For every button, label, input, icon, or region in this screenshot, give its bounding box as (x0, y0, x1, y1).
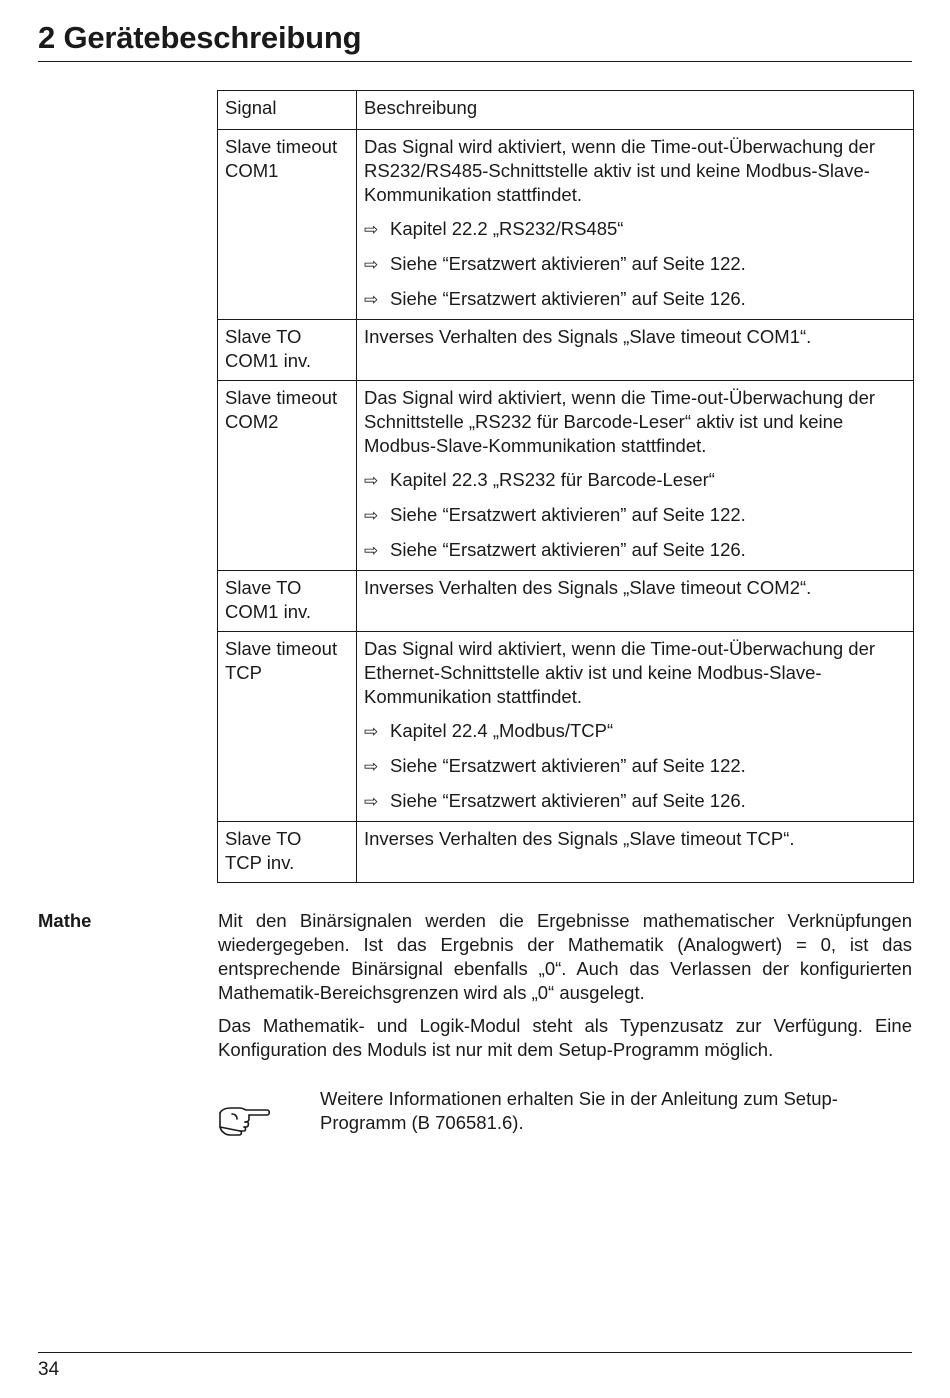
description-text: Das Signal wird aktiviert, wenn die Time-out-Überwachung der RS232/RS485-Schnittstelle aktiv ist und keine Modbus-Slave-Kommunikation stattfindet. (364, 136, 876, 205)
signal-cell (218, 381, 357, 571)
signal-cell (218, 822, 357, 883)
signal-cell (218, 320, 357, 381)
section-label-mathe: Mathe (38, 910, 92, 931)
arrow-right-icon: ⇨ (364, 506, 379, 525)
cross-reference-text: Siehe “Ersatzwert aktivieren” auf Seite 126. (390, 539, 746, 560)
cross-reference-text: Kapitel 22.4 „Modbus/TCP“ (390, 720, 614, 741)
signal-name-line: COM1 inv. (225, 350, 312, 371)
description-text: Inverses Verhalten des Signals „Slave timeout COM1“. (364, 326, 812, 347)
description-text: Das Signal wird aktiviert, wenn die Time-out-Überwachung der Schnittstelle „RS232 für Barcode-Leser“ aktiv ist und keine Modbus-Slave-Kommunikation stattfindet. (364, 387, 876, 456)
signal-name-line: COM1 (225, 160, 279, 181)
description-text: Das Signal wird aktiviert, wenn die Time-out-Überwachung der Ethernet-Schnittstelle aktiv ist und keine Modbus-Slave-Kommunikation stattfindet. (364, 638, 876, 707)
signal-cell (218, 632, 357, 822)
column-header-signal: Signal (218, 91, 357, 130)
note-text: Weitere Informationen erhalten Sie in der Anleitung zum Setup-Programm (B 706581.6). (320, 1088, 838, 1133)
table-row (218, 571, 914, 632)
table-row (218, 381, 914, 571)
signal-name-line: Slave timeout (225, 387, 338, 408)
signal-name-line: Slave TO (225, 828, 302, 849)
table-row (218, 632, 914, 822)
column-header-description: Beschreibung (357, 91, 914, 130)
table-row (218, 822, 914, 883)
signal-name-line: Slave TO (225, 577, 302, 598)
cross-reference[interactable] (364, 252, 906, 277)
description-cell (357, 130, 914, 320)
signal-name-line: COM1 inv. (225, 601, 312, 622)
signal-cell (218, 130, 357, 320)
signal-name-line: TCP inv. (225, 852, 295, 873)
page-header-title: 2 Gerätebeschreibung (38, 20, 362, 55)
signal-name-line: COM2 (225, 411, 279, 432)
arrow-right-icon: ⇨ (364, 792, 379, 811)
cross-reference-text: Siehe “Ersatzwert aktivieren” auf Seite 126. (390, 790, 746, 811)
signal-name-line: Slave timeout (225, 136, 338, 157)
table-row (218, 320, 914, 381)
table-header-row (218, 91, 914, 130)
cross-reference-text: Siehe “Ersatzwert aktivieren” auf Seite 122. (390, 504, 746, 525)
arrow-right-icon: ⇨ (364, 255, 379, 274)
description-cell (357, 381, 914, 571)
description-cell (357, 822, 914, 883)
cross-reference[interactable] (364, 754, 906, 779)
arrow-right-icon: ⇨ (364, 722, 379, 741)
header-divider (38, 61, 912, 62)
arrow-right-icon: ⇨ (364, 220, 379, 239)
page-number: 34 (38, 1359, 60, 1380)
signal-name-line: TCP (225, 662, 262, 683)
cross-reference-text: Kapitel 22.3 „RS232 für Barcode-Leser“ (390, 469, 715, 490)
signal-cell (218, 571, 357, 632)
arrow-right-icon: ⇨ (364, 290, 379, 309)
pointing-hand-icon (218, 1100, 272, 1136)
cross-reference[interactable] (364, 789, 906, 814)
cross-reference[interactable] (364, 719, 906, 744)
cross-reference-text: Kapitel 22.2 „RS232/RS485“ (390, 218, 624, 239)
description-cell (357, 632, 914, 822)
description-text: Inverses Verhalten des Signals „Slave timeout COM2“. (364, 577, 812, 598)
arrow-right-icon: ⇨ (364, 471, 379, 490)
arrow-right-icon: ⇨ (364, 757, 379, 776)
cross-reference-text: Siehe “Ersatzwert aktivieren” auf Seite 122. (390, 253, 746, 274)
description-cell (357, 571, 914, 632)
section-paragraph: Mit den Binärsignalen werden die Ergebnisse mathematischer Verknüpfungen wiedergegeben. Ist das Ergebnis der Mathematik (Analogwert) = 0, ist das entsprechende Binärsignal ebenfalls „0“. Auch das Verlassen der konfigurierten Mathematik-Bereichsgrenzen wird als „0“ ausgelegt. (218, 910, 912, 1003)
cross-reference[interactable] (364, 287, 906, 312)
cross-reference-text: Siehe “Ersatzwert aktivieren” auf Seite 126. (390, 288, 746, 309)
signal-table (217, 90, 914, 883)
table-row (218, 130, 914, 320)
description-text: Inverses Verhalten des Signals „Slave timeout TCP“. (364, 828, 795, 849)
footer-divider (38, 1352, 912, 1353)
signal-name-line: Slave TO (225, 326, 302, 347)
cross-reference[interactable] (364, 468, 906, 493)
section-paragraph: Das Mathematik- und Logik-Modul steht als Typenzusatz zur Verfügung. Eine Konfiguration des Moduls ist nur mit dem Setup-Programm möglich. (218, 1015, 912, 1060)
description-cell (357, 320, 914, 381)
cross-reference[interactable] (364, 217, 906, 242)
signal-name-line: Slave timeout (225, 638, 338, 659)
cross-reference-text: Siehe “Ersatzwert aktivieren” auf Seite 122. (390, 755, 746, 776)
arrow-right-icon: ⇨ (364, 541, 379, 560)
cross-reference[interactable] (364, 538, 906, 563)
cross-reference[interactable] (364, 503, 906, 528)
